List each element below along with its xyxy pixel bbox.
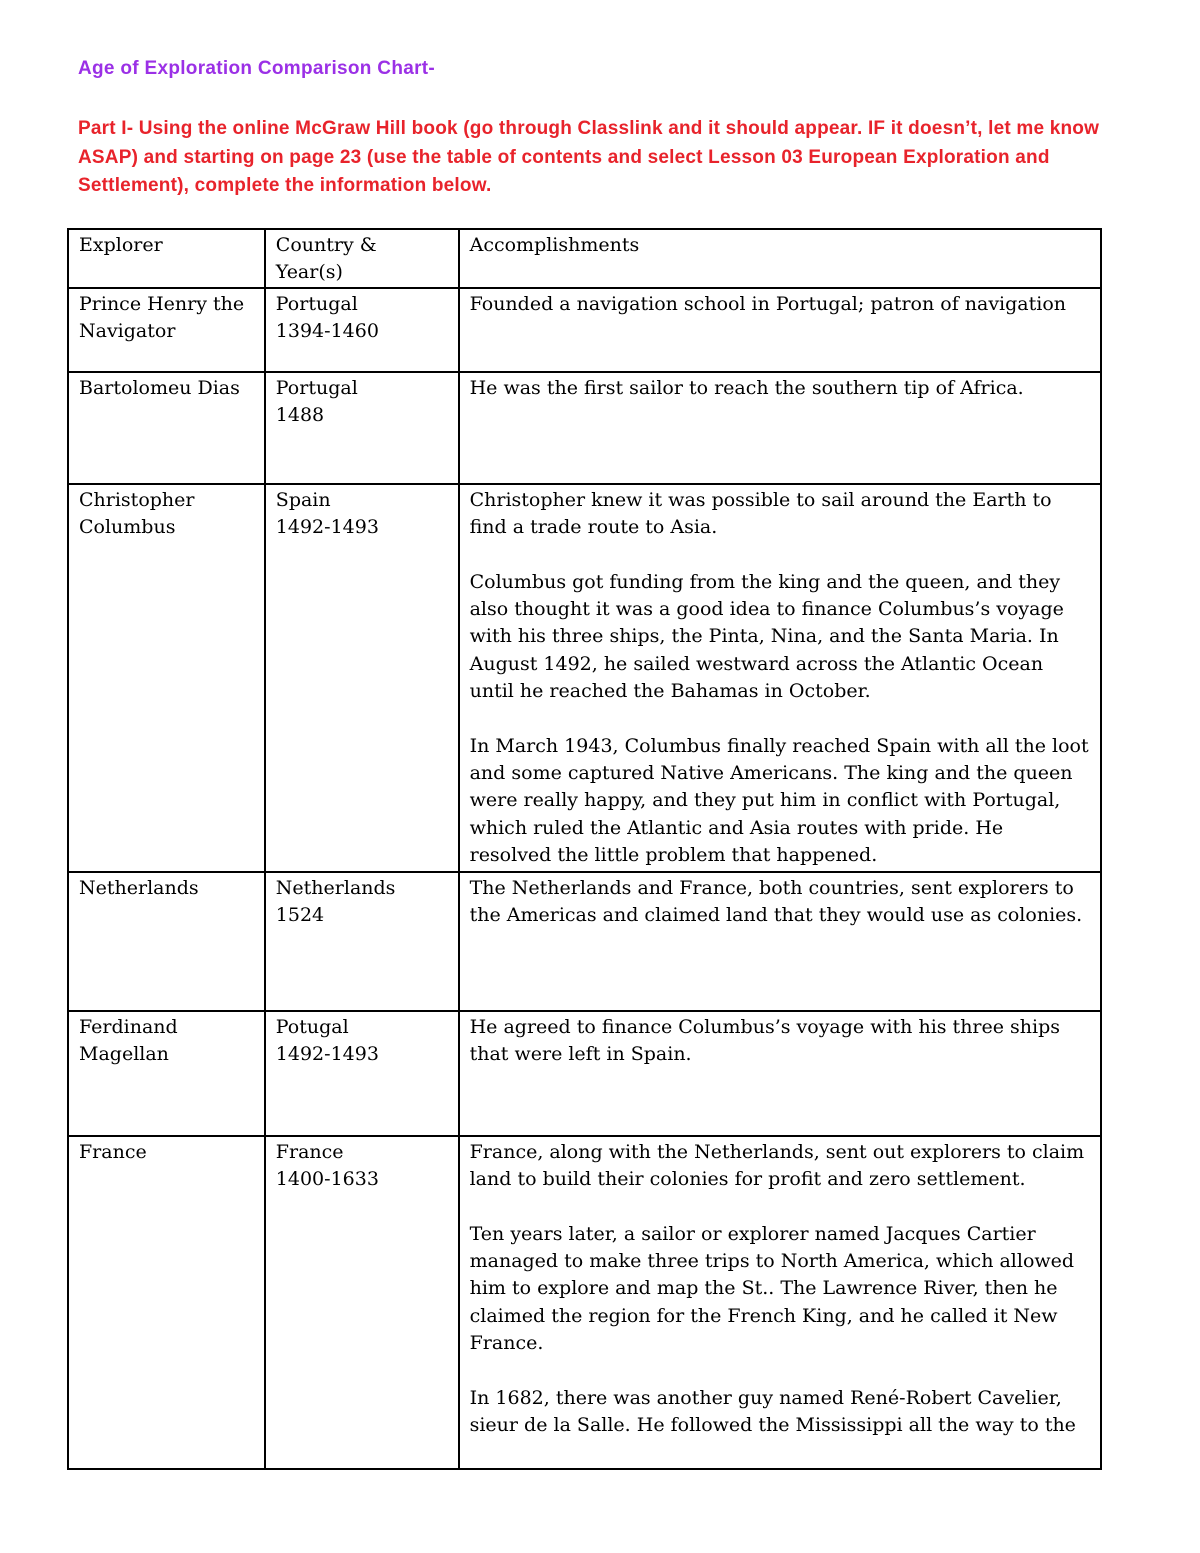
accomplishments-cell <box>459 1011 1101 1136</box>
accomplishments-cell <box>459 484 1101 872</box>
accomplishment-paragraph: The Netherlands and France, both countries, sent explorers to the Americas and claimed land that they would use as colonies. <box>469 876 1083 927</box>
accomplishment-paragraph: France, along with the Netherlands, sent out explorers to claim land to build their colonies for profit and zero settlement. <box>469 1140 1085 1191</box>
explorer-cell: Prince Henry the Navigator <box>68 288 265 372</box>
accomplishment-paragraph: Founded a navigation school in Portugal; patron of navigation <box>469 292 1067 315</box>
years-text: 1492-1493 <box>275 1043 379 1066</box>
country-text: Portugal <box>275 292 358 315</box>
explorer-cell: Christopher Columbus <box>68 484 265 872</box>
accomplishment-paragraph: In 1682, there was another guy named René-Robert Cavelier, sieur de la Salle. He followed the Mississippi all the way to the <box>469 1386 1076 1437</box>
table-row <box>68 288 1101 372</box>
table-row <box>68 872 1101 1011</box>
country-year-cell <box>265 372 459 484</box>
accomplishment-paragraph: In March 1943, Columbus finally reached Spain with all the loot and some captured Native Americans. The king and the queen were really happy, and they put him in conflict with Portugal, which ruled the Atlantic and Asia routes with pride. He resolved the little problem that happened. <box>469 734 1089 867</box>
instructions-text: Part I- Using the online McGraw Hill book (go through Classlink and it should appear. IF it doesn’t, let me know ASAP) and starting on page 23 (use the table of contents and select Lesson 03 European Exploration and Settlement), complete the information below. <box>78 118 1100 196</box>
accomplishments-cell <box>459 372 1101 484</box>
table-header-row <box>68 229 1101 288</box>
comparison-table <box>67 228 1102 1470</box>
country-year-cell <box>265 484 459 872</box>
accomplishment-paragraph: He was the first sailor to reach the southern tip of Africa. <box>469 376 1024 399</box>
years-text: 1394-1460 <box>275 320 379 343</box>
country-year-cell <box>265 288 459 372</box>
header-accomplishments: Accomplishments <box>459 229 1101 288</box>
accomplishment-paragraph: Ten years later, a sailor or explorer named Jacques Cartier managed to make three trips to North America, which allowed him to explore and map the St.. The Lawrence River, then he claimed the region for the French King, and he called it New France. <box>469 1222 1075 1355</box>
explorer-cell: Bartolomeu Dias <box>68 372 265 484</box>
accomplishment-paragraph: Columbus got funding from the king and the queen, and they also thought it was a good idea to finance Columbus’s voyage with his three ships, the Pinta, Nina, and the Santa Maria. In August 1492, he sailed westward across the Atlantic Ocean until he reached the Bahamas in October. <box>469 570 1064 703</box>
header-country-year: Country & Year(s) <box>265 229 459 288</box>
explorer-cell: Netherlands <box>68 872 265 1011</box>
accomplishments-cell <box>459 1136 1101 1469</box>
accomplishment-paragraph: He agreed to finance Columbus’s voyage with his three ships that were left in Spain. <box>469 1015 1061 1066</box>
country-text: France <box>275 1140 344 1163</box>
table-row <box>68 372 1101 484</box>
explorer-cell: Ferdinand Magellan <box>68 1011 265 1136</box>
country-year-cell <box>265 1136 459 1469</box>
header-explorer: Explorer <box>68 229 265 288</box>
country-text: Portugal <box>275 376 358 399</box>
years-text: 1492-1493 <box>275 516 379 539</box>
accomplishments-cell <box>459 872 1101 1011</box>
accomplishments-cell <box>459 288 1101 372</box>
years-text: 1400-1633 <box>275 1168 379 1191</box>
country-text: Potugal <box>275 1015 349 1038</box>
country-year-cell <box>265 1011 459 1136</box>
accomplishment-paragraph: Christopher knew it was possible to sail around the Earth to find a trade route to Asia. <box>469 488 1052 539</box>
years-text: 1488 <box>275 404 325 427</box>
years-text: 1524 <box>275 904 325 927</box>
table-row <box>68 484 1101 872</box>
explorer-cell: France <box>68 1136 265 1469</box>
country-text: Spain <box>275 488 331 511</box>
country-year-cell <box>265 872 459 1011</box>
country-text: Netherlands <box>275 876 396 899</box>
document-title: Age of Exploration Comparison Chart- <box>78 58 436 79</box>
table-row <box>68 1136 1101 1469</box>
table-row <box>68 1011 1101 1136</box>
